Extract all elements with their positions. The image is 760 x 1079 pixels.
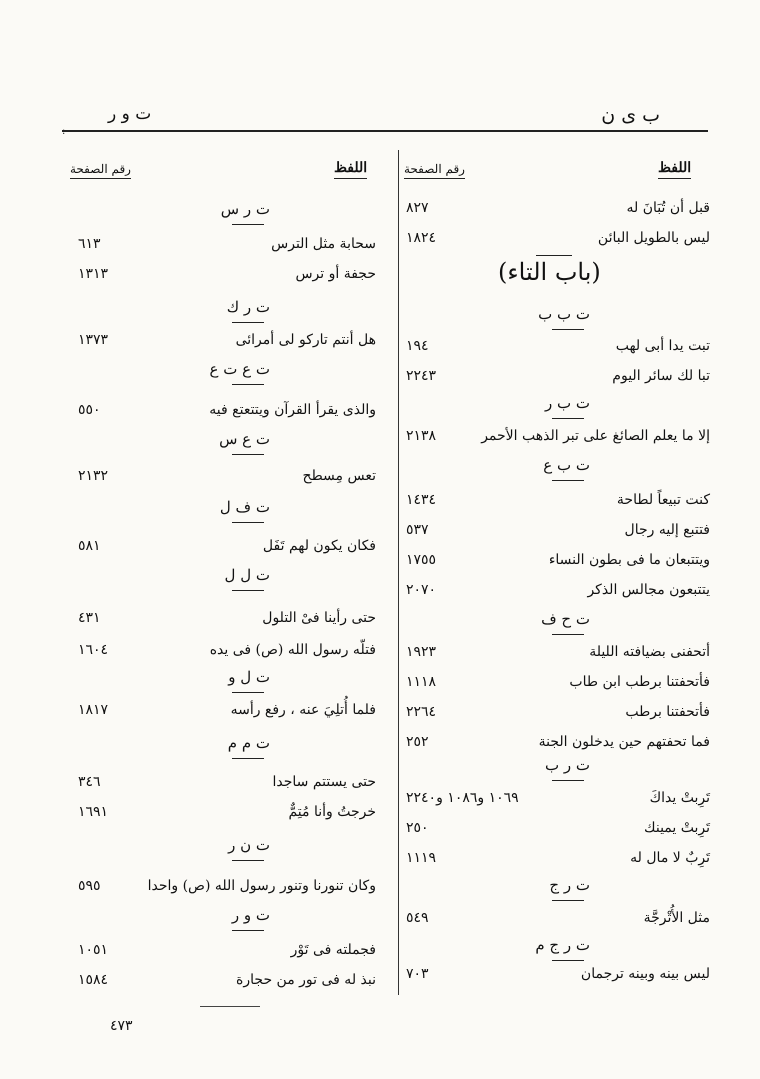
entry-page-number: ٣٤٦ — [78, 774, 101, 790]
column-separator — [398, 150, 399, 995]
entry-word: كنت تبيعاً لطاحة — [616, 492, 710, 508]
margin-mark: : — [62, 126, 66, 137]
entry-word: مثل الأُتْرجَّة — [643, 910, 710, 926]
root-heading: ت ن ر — [228, 836, 270, 854]
entry-page-number: ٢٥٢ — [406, 734, 429, 750]
entry-word: فتتبع إليه رجال — [624, 522, 710, 538]
right-word-heading: اللفظ — [658, 160, 691, 179]
header-rule — [62, 130, 708, 132]
entry-word: فما تحفتهم حين يدخلون الجنة — [538, 734, 710, 750]
index-entry — [72, 534, 376, 562]
entry-word: خرجتُ وأنا مُتِمٌّ — [288, 804, 376, 820]
index-entry — [404, 196, 710, 224]
root-underline — [232, 384, 264, 385]
entry-word: حجفة أو ترس — [295, 266, 376, 282]
index-entry — [404, 730, 710, 758]
entry-page-number: ٥٨١ — [78, 538, 101, 554]
index-entry — [72, 606, 376, 634]
entry-page-number: ٢٢٤٣ — [406, 368, 437, 384]
root-heading: ت ع ت ع — [209, 360, 270, 378]
entry-word: فجملته فى تَوْر — [290, 942, 376, 958]
entry-word: تبا لك سائر اليوم — [612, 368, 710, 384]
entry-word: يتتبعون مجالس الذكر — [587, 582, 710, 598]
root-underline — [232, 224, 264, 225]
entry-page-number: ٦١٣ — [78, 236, 101, 252]
entry-word: ليس بينه وبينه ترجمان — [580, 966, 710, 982]
root-heading: ت ل و — [228, 668, 270, 686]
index-entry — [72, 800, 376, 828]
index-entry — [404, 786, 710, 814]
entry-page-number: ١١١٨ — [406, 674, 437, 690]
root-heading: ت ر ج — [549, 876, 590, 894]
entry-word: تعس مِسطح — [302, 468, 376, 484]
index-entry — [72, 232, 376, 260]
index-entry — [72, 262, 376, 290]
entry-word: فلما أُتلِيَ عنه ، رفع رأسه — [230, 702, 376, 718]
left-page-heading: رقم الصفحة — [70, 162, 131, 179]
root-heading: ت ر ب — [544, 756, 590, 774]
entry-page-number: ٨٢٧ — [406, 200, 429, 216]
header-root-left: ت و ر — [108, 104, 152, 124]
entry-word: نبذ له فى تور من حجارة — [236, 972, 376, 988]
entry-word: والذى يقرأ القرآن ويتتعتع فيه — [209, 402, 376, 418]
index-entry — [72, 938, 376, 966]
root-underline — [232, 860, 264, 861]
entry-page-number: ٤٣١ — [78, 610, 101, 626]
index-entry — [404, 670, 710, 698]
entry-word: حتى يستتم ساجدا — [272, 774, 376, 790]
index-entry — [72, 638, 376, 666]
root-heading: ت ع س — [219, 430, 270, 448]
index-entry — [404, 226, 710, 254]
header-root-right: ب ى ن — [601, 104, 660, 126]
entry-page-number: ١٧٥٥ — [406, 552, 437, 568]
entry-word: ويتتبعان ما فى بطون النساء — [548, 552, 710, 568]
entry-page-number: ٢٢٦٤ — [406, 704, 437, 720]
root-heading: ت ب ب — [538, 305, 590, 323]
entry-page-number: ١٩٤ — [406, 338, 429, 354]
entry-page-number: ١٣١٣ — [78, 266, 109, 282]
entry-page-number: ٧٠٣ — [406, 966, 429, 982]
root-heading: ت ر ج م — [535, 936, 590, 954]
footer-rule — [200, 1006, 260, 1007]
entry-page-number: ١٨٢٤ — [406, 230, 437, 246]
root-underline — [232, 522, 264, 523]
entry-page-number: ١٤٣٤ — [406, 492, 437, 508]
index-entry — [404, 364, 710, 392]
entry-word: وكان تنورنا وتنور رسول الله (ص) واحدا — [147, 878, 376, 894]
root-heading: ت ف ل — [219, 498, 270, 516]
entry-word: أتحفنى بضيافته الليلة — [589, 644, 710, 660]
entry-page-number: ٥٩٥ — [78, 878, 101, 894]
index-entry — [404, 548, 710, 576]
section-title-overline — [536, 255, 572, 256]
index-entry — [404, 700, 710, 728]
index-entry — [404, 816, 710, 844]
root-underline — [552, 634, 584, 635]
root-underline — [552, 780, 584, 781]
root-underline — [232, 692, 264, 693]
root-underline — [552, 900, 584, 901]
index-entry — [72, 770, 376, 798]
entry-word: تَرِبتْ يداكَ — [649, 790, 710, 806]
index-entry — [404, 906, 710, 934]
entry-page-number: ١٠٥١ — [78, 942, 109, 958]
entry-page-number: ٢٠٧٠ — [406, 582, 437, 598]
root-heading: ت و ر — [231, 906, 270, 924]
right-page-heading: رقم الصفحة — [404, 162, 465, 179]
page-number: ٤٧٣ — [110, 1018, 133, 1034]
index-entry — [72, 874, 376, 902]
entry-word: فكان يكون لهم تَفَل — [262, 538, 376, 554]
root-heading: ت ر س — [220, 200, 270, 218]
index-entry — [404, 578, 710, 606]
left-word-heading: اللفظ — [334, 160, 367, 179]
index-entry — [72, 328, 376, 356]
index-entry — [404, 518, 710, 546]
entry-word: ليس بالطويل البائن — [597, 230, 710, 246]
entry-page-number: ٥٣٧ — [406, 522, 429, 538]
index-entry — [72, 968, 376, 996]
index-entry — [72, 398, 376, 426]
entry-page-number: ٥٤٩ — [406, 910, 429, 926]
root-heading: ت م م — [227, 734, 270, 752]
root-underline — [552, 418, 584, 419]
root-heading: ت ب ع — [543, 456, 590, 474]
root-underline — [552, 480, 584, 481]
root-heading: ت ب ر — [544, 394, 590, 412]
entry-page-number: ١٩٢٣ — [406, 644, 437, 660]
entry-word: تبت يدا أبى لهب — [615, 338, 710, 354]
entry-word: فأتحفتنا برطب ابن طاب — [569, 674, 710, 690]
index-entry — [404, 640, 710, 668]
root-heading: ت ح ف — [541, 610, 590, 628]
root-underline — [232, 758, 264, 759]
entry-word: هل أنتم تاركو لى أمرائى — [235, 332, 376, 348]
index-entry — [404, 334, 710, 362]
root-underline — [232, 322, 264, 323]
entry-word: فتلّه رسول الله (ص) فى يده — [209, 642, 376, 658]
entry-page-number: ٢٥٠ — [406, 820, 429, 836]
root-underline — [232, 454, 264, 455]
index-entry — [72, 698, 376, 726]
index-entry — [72, 464, 376, 492]
entry-page-number: ١٥٨٤ — [78, 972, 109, 988]
entry-page-number: ٢١٣٢ — [78, 468, 109, 484]
entry-word: سحابة مثل الترس — [271, 236, 376, 252]
entry-page-number: ١٦٠٤ — [78, 642, 109, 658]
entry-page-number: ١٨١٧ — [78, 702, 109, 718]
entry-page-number: ٥٥٠ — [78, 402, 101, 418]
entry-word: تَرِبٌ لا مال له — [630, 850, 710, 866]
root-underline — [552, 329, 584, 330]
root-underline — [232, 590, 264, 591]
entry-page-number: ١٠٦٩ و١٠٨٦ و٢٢٤٠ — [406, 790, 519, 806]
entry-page-number: ١٣٧٣ — [78, 332, 109, 348]
entry-word: فأتحفتنا برطب — [625, 704, 710, 720]
index-entry — [404, 488, 710, 516]
root-underline — [552, 960, 584, 961]
entry-word: تَرِبتْ يمينك — [644, 820, 710, 836]
entry-page-number: ١٦٩١ — [78, 804, 109, 820]
entry-word: قبل أن تُبَانَ له — [626, 200, 710, 216]
index-entry — [404, 846, 710, 874]
root-heading: ت ل ل — [224, 566, 270, 584]
entry-word: حتى رأينا فىْ التلول — [262, 610, 376, 626]
index-entry — [404, 424, 710, 452]
index-entry — [404, 962, 710, 990]
section-title: (باب التاء) — [498, 258, 601, 286]
entry-word: إلا ما يعلم الصائغ على تبر الذهب الأحمر — [481, 428, 710, 444]
root-underline — [232, 930, 264, 931]
entry-page-number: ٢١٣٨ — [406, 428, 437, 444]
entry-page-number: ١١١٩ — [406, 850, 437, 866]
root-heading: ت ر ك — [226, 298, 270, 316]
